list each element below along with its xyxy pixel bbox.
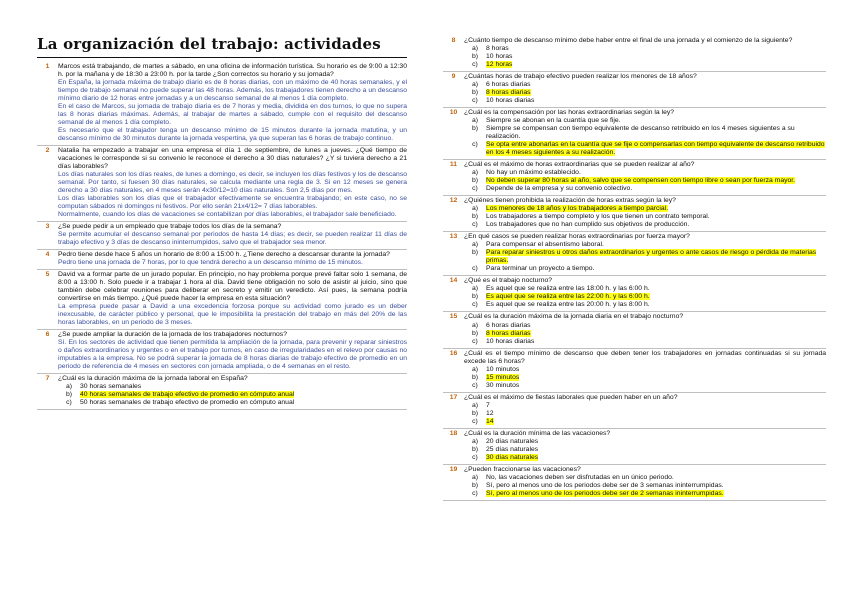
question-text: ¿Se puede ampliar la duración de la jornada de los trabajadores nocturnos? [58, 331, 287, 339]
answer-option [464, 177, 826, 185]
question-text: ¿Cuál es el máximo de horas extraordinarias que se pueden realizar al año? [464, 161, 695, 169]
question-body [464, 276, 826, 311]
answer-option [464, 482, 826, 490]
question-body [464, 160, 826, 195]
option-letter: b) [471, 481, 479, 489]
option-text [486, 338, 826, 346]
right-column [443, 36, 826, 501]
option-label: 8 horas diarias [486, 89, 531, 97]
question-number: 18 [449, 429, 458, 437]
option-text [80, 383, 407, 391]
option-letter: c) [472, 97, 478, 105]
option-label: 8 horas [486, 45, 509, 53]
option-letter: c) [472, 61, 478, 69]
option-letter: a) [471, 321, 479, 329]
option-text [486, 221, 826, 229]
option-label: Sí, pero al menos uno de los periodos debe ser de 3 semanas ininterrumpidas. [486, 481, 724, 489]
question-text: ¿Cuál es el máximo de fiestas laborales que pueden haber en un año? [464, 393, 678, 401]
option-text [486, 402, 826, 410]
option-label: Siempre se compensan con tiempo equivalente de descanso retribuido en los 4 meses siguientes a su realización. [486, 125, 795, 141]
correct-option-text [486, 418, 826, 426]
question-body [58, 146, 407, 221]
option-text [486, 241, 826, 249]
option-label: 10 minutos [486, 365, 520, 373]
option-label: 15 minutos [486, 373, 520, 381]
question-text: Natalia ha empezado a trabajar en una empresa el día 1 de septiembre, de lunes a jueves. ¿Qué tiempo de vacaciones le corresponde si su convenio le reconoce el derecho a 30 días naturales? ¿Y si tuviera derecho a 21 días laborables? [58, 146, 407, 170]
option-letter: a) [471, 437, 479, 445]
question-body [464, 429, 826, 464]
option-text [486, 410, 826, 418]
option-text [486, 97, 826, 105]
answer-option [464, 221, 826, 229]
answer-option [464, 97, 826, 105]
option-text [486, 301, 826, 309]
question-item [37, 62, 407, 146]
option-text [486, 213, 826, 221]
option-text [486, 45, 826, 53]
answer-paragraph: Pedro tiene una jornada de 7 horas, por lo que tendrá derecho a un descanso mínimo de 15 minutos. [58, 259, 363, 267]
option-label: 25 días naturales [486, 445, 539, 453]
answer-option [464, 366, 826, 374]
question-number: 15 [449, 313, 458, 321]
question-number: 1 [45, 62, 50, 70]
option-letter: c) [472, 141, 478, 149]
answer-paragraph: Sí. En los sectores de actividad que tienen permitida la ampliación de la jornada, para prevenir y reparar siniestros o daños extraordinarios y urgentes o en el trabajo por turnos, en caso de irregularidades en el relevo por causas no imputables a la empresa. No se podrá superar la jornada de 8 horas diarias de trabajo efectivo de promedio en un periodo de referencia de 4 meses en sectores con jornada ampliada, o de 4 semanas en el resto. [58, 339, 407, 371]
option-label: 7 [486, 401, 490, 409]
option-label: Los trabajadores a tiempo completo y los que tienen un contrato temporal. [486, 213, 710, 221]
answer-option [464, 438, 826, 446]
option-letter: b) [471, 445, 479, 453]
option-letter: b) [65, 391, 73, 399]
question-body [58, 374, 407, 409]
option-label: 20 días naturales [486, 437, 539, 445]
question-body [58, 222, 407, 249]
answer-paragraph: Normalmente, cuando los días de vacaciones se contabilizan por días laborables, el trabajador sale beneficiado. [58, 210, 397, 218]
option-text [486, 322, 826, 330]
option-letter: a) [471, 45, 479, 53]
option-label: Es aquel que se realiza entre las 20:00 h. y las 8:00 h. [486, 301, 650, 309]
option-letter: b) [471, 213, 479, 221]
answer-option [464, 410, 826, 418]
question-text: ¿Cuánto tiempo de descanso mínimo debe haber entre el final de una jornada y el comienzo de la siguiente? [464, 37, 793, 44]
answer-option [464, 301, 826, 309]
question-item [37, 222, 407, 250]
answer-paragraph: Los días laborables son los días que el trabajador efectivamente se encuentra trabajando; en este caso, no se computan sábados ni domingos ni festivos. Por ello serán 21x4/12= 7 días laborables. [58, 194, 407, 210]
answer-option [464, 169, 826, 177]
correct-option-text [486, 374, 826, 382]
answer-option [464, 213, 826, 221]
question-item [443, 312, 826, 348]
correct-option-text [80, 391, 407, 399]
option-text [486, 474, 826, 482]
option-label: Para terminar un proyecto a tiempo. [486, 265, 595, 273]
option-text [486, 117, 826, 125]
option-letter: c) [472, 337, 478, 345]
question-text: Marcos está trabajando, de martes a sábado, en una oficina de información turística. Su horario es de 9:00 a 12:30 h. por la mañana y de 18:30 a 23:00 h. por la tarde ¿Son correctos su horario y su jornada? [58, 62, 407, 78]
question-number: 12 [449, 197, 458, 205]
option-letter: b) [471, 53, 479, 61]
option-text [486, 482, 826, 490]
option-label: Depende de la empresa y su convenio colectivo. [486, 185, 633, 193]
question-body [464, 465, 826, 500]
question-text: ¿Se puede pedir a un empleado que trabaje todos los días de la semana? [58, 222, 282, 230]
option-letter: b) [471, 293, 479, 301]
question-text: ¿Quiénes tienen prohibida la realización de horas extras según la ley? [464, 197, 676, 205]
question-body [58, 250, 407, 269]
option-letter: b) [471, 125, 479, 133]
question-item [443, 393, 826, 429]
question-text: ¿Cuál es la duración máxima de la jornada diaria en el trabajo nocturno? [464, 313, 684, 321]
option-letter: c) [472, 453, 478, 461]
answer-option [464, 141, 826, 157]
question-number: 9 [451, 73, 456, 81]
answer-option [464, 490, 826, 498]
question-number: 11 [449, 161, 458, 169]
option-text [486, 382, 826, 390]
correct-option-text [486, 177, 826, 185]
option-label: 12 horas [486, 61, 513, 69]
question-item [443, 36, 826, 72]
answer-option [464, 374, 826, 382]
option-text [486, 285, 826, 293]
question-number: 17 [449, 393, 458, 401]
question-body [464, 232, 826, 275]
answer-paragraph: Es necesario que el trabajador tenga un descanso mínimo de 15 minutos durante la jornada matutina, y un descanso mínimo de 30 minutos durante la jornada vespertina, ya que superan las 6 horas de trabajo continuo. [58, 126, 407, 142]
question-number: 8 [451, 37, 456, 44]
left-question-list [37, 62, 407, 411]
option-label: Es aquel que se realiza entre las 22:00 h. y las 6:00 h. [486, 293, 650, 301]
option-text [486, 185, 826, 193]
question-number: 10 [449, 109, 458, 117]
correct-option-text [486, 293, 826, 301]
correct-option-text [486, 454, 826, 462]
option-letter: b) [471, 177, 479, 185]
option-letter: a) [471, 241, 479, 249]
question-text: ¿Cuál es el tiempo mínimo de descanso que deben tener los trabajadores en jornadas continuadas si su jornada excede las 6 horas? [464, 349, 826, 365]
answer-option [58, 383, 407, 391]
option-letter: c) [472, 301, 478, 309]
answer-option [464, 322, 826, 330]
answer-option [464, 338, 826, 346]
option-label: Para compensar el absentismo laboral. [486, 241, 604, 249]
question-number: 5 [45, 271, 50, 279]
option-letter: a) [471, 117, 479, 125]
option-label: 8 horas diarias [486, 329, 531, 337]
question-body [58, 62, 407, 145]
option-label: Sí, pero al menos uno de los periodos debe ser de 2 semanas ininterrumpidas. [486, 489, 724, 497]
option-letter: a) [471, 473, 479, 481]
correct-option-text [486, 249, 826, 265]
question-item [37, 330, 407, 374]
question-body [58, 330, 407, 373]
option-text [486, 265, 826, 273]
option-letter: a) [471, 81, 479, 89]
question-text: David va a formar parte de un jurado popular. En principio, no hay problema porque prevé faltar solo 1 semana, de 8:00 a 13:00 h. Solo puede ir a trabajar 1 hora al día. David tiene obligación no solo de asistir al juicio, sino que también debe celebrar reuniones para deliberar en secreto y emitir un veredicto. Así pues, la semana podría convertirse en más tiempo. ¿Qué puede hacer la empresa en esta situación? [58, 271, 407, 303]
answer-paragraph: Los días naturales son los días reales, de lunes a domingo, es decir, se incluyen los días festivos y los de descanso semanal. Por tanto, si fuesen 30 días naturales, se calcula mediante una regla de 3. Si en 12 meses se genera derecho a 30 días naturales, en 4 meses serán 4x30/12=10 días naturales. Son 2,5 días por mes. [58, 170, 407, 194]
question-item [443, 232, 826, 276]
option-text [486, 169, 826, 177]
question-text: ¿Cuál es la compensación por las horas extraordinarias según la ley? [464, 109, 675, 117]
option-label: 12 [486, 409, 494, 417]
option-text [486, 446, 826, 454]
answer-option [464, 125, 826, 141]
answer-option [464, 117, 826, 125]
option-label: 6 horas diarias [486, 81, 531, 89]
question-number: 7 [45, 375, 50, 383]
option-letter: c) [472, 265, 478, 273]
correct-option-text [486, 141, 826, 157]
option-letter: a) [471, 401, 479, 409]
option-letter: c) [472, 221, 478, 229]
option-label: No deben superar 80 horas al año, salvo que se compensen con tiempo libre o sean por fuerza mayor. [486, 177, 796, 185]
option-label: Los trabajadores que no han cumplido sus objetivos de producción. [486, 221, 690, 229]
correct-option-text [486, 89, 826, 97]
question-text: ¿En qué casos se pueden realizar horas extraordinarias por fuerza mayor? [464, 233, 690, 241]
answer-option [464, 249, 826, 265]
question-body [464, 196, 826, 231]
answer-option [464, 89, 826, 97]
answer-option [464, 418, 826, 426]
option-label: Se opta entre abonarlas en la cuantía que se fije o compensarlas con tiempo equivalente de descanso retribuido en los 4 meses siguientes a su realización. [486, 141, 825, 157]
option-label: 30 días naturales [486, 453, 539, 461]
question-number: 3 [45, 222, 50, 230]
question-body [464, 349, 826, 392]
option-text [486, 81, 826, 89]
option-label: No, las vacaciones deben ser disfrutadas en un único periodo. [486, 473, 674, 481]
correct-option-text [486, 490, 826, 498]
answer-option [58, 391, 407, 399]
answer-paragraph: En España, la jornada máxima de trabajo diario es de 8 horas diarias, con un máximo de 40 horas semanales, y el tiempo de trabajo semanal no puede superar las 48 horas. Además, los trabajadores tienen derecho a un descanso mínimo diario de 12 horas entre jornadas y a un descanso semanal de al menos 1 día completo. [58, 78, 407, 102]
option-label: Siempre se abonan en la cuantía que se fije. [486, 117, 621, 125]
answer-option [464, 61, 826, 69]
option-letter: a) [471, 285, 479, 293]
answer-option [464, 402, 826, 410]
answer-option [464, 265, 826, 273]
question-number: 14 [449, 277, 458, 285]
option-letter: a) [65, 383, 73, 391]
question-item [443, 276, 826, 312]
question-number: 2 [45, 146, 50, 154]
question-item [443, 429, 826, 465]
option-letter: c) [472, 489, 478, 497]
question-text: ¿Cuál es la duración máxima de la jornada laboral en España? [58, 375, 248, 383]
option-label: 10 horas [486, 53, 513, 61]
option-label: 50 horas semanales de trabajo efectivo de promedio en cómputo anual [80, 399, 295, 407]
question-body [464, 312, 826, 347]
option-label: 40 horas semanales de trabajo efectivo de promedio en cómputo anual [80, 391, 295, 399]
question-item [443, 465, 826, 501]
answer-paragraph: Se permite acumular el descanso semanal por periodos de hasta 14 días; es decir, se pueden realizar 11 días de trabajo efectivo y 3 días de descanso ininterrumpidos, salvo que el trabajador sea menor. [58, 231, 407, 247]
option-label: 10 horas diarias [486, 97, 535, 105]
option-letter: c) [66, 399, 72, 407]
answer-option [464, 330, 826, 338]
question-number: 4 [45, 251, 50, 259]
option-letter: b) [471, 373, 479, 381]
question-body [58, 270, 407, 329]
question-body [464, 36, 826, 71]
option-text [486, 53, 826, 61]
answer-option [464, 293, 826, 301]
question-text: ¿Pueden fraccionarse las vacaciones? [464, 465, 581, 473]
option-label: Es aquel que se realiza entre las 18:00 h. y las 6:00 h. [486, 285, 650, 293]
option-label: 30 horas semanales [80, 383, 142, 391]
option-letter: b) [471, 89, 479, 97]
option-label: Los menores de 18 años y los trabajadores a tiempo parcial. [486, 205, 669, 213]
answer-option [464, 474, 826, 482]
option-label: 30 minutos [486, 381, 520, 389]
question-number: 13 [449, 233, 458, 241]
question-text: ¿Cuál es la duración mínima de las vacaciones? [464, 429, 611, 437]
option-letter: a) [471, 365, 479, 373]
answer-option [464, 382, 826, 390]
question-text: ¿Cuántas horas de trabajo efectivo pueden realizar los menores de 18 años? [464, 73, 697, 81]
question-number: 19 [449, 465, 458, 473]
question-item [37, 146, 407, 222]
right-question-list [443, 36, 826, 501]
option-letter: a) [471, 205, 479, 213]
answer-option [464, 205, 826, 213]
left-column [37, 36, 407, 410]
answer-option [464, 285, 826, 293]
correct-option-text [486, 61, 826, 69]
question-item [37, 250, 407, 270]
option-letter: b) [471, 329, 479, 337]
correct-option-text [486, 205, 826, 213]
option-label: No hay un máximo establecido. [486, 169, 581, 177]
option-letter: c) [472, 185, 478, 193]
question-item [443, 72, 826, 108]
page-title: La organización del trabajo: actividades [37, 36, 407, 58]
option-letter: a) [471, 169, 479, 177]
answer-option [464, 53, 826, 61]
option-label: 14 [486, 417, 494, 425]
answer-paragraph: La empresa puede pasar a David a una excedencia forzosa porque su actividad como jurado es un deber inexcusable, de carácter público y personal, que le imposibilita la prestación del trabajo en más del 20% de las horas laborables, en un periodo de 3 meses. [58, 303, 407, 327]
question-item [37, 270, 407, 330]
answer-option [464, 454, 826, 462]
question-item [443, 160, 826, 196]
question-text: ¿Qué es el trabajo nocturno? [464, 277, 553, 285]
option-text [486, 125, 826, 141]
option-text [486, 366, 826, 374]
question-item [443, 108, 826, 160]
question-body [464, 393, 826, 428]
option-label: 10 horas diarias [486, 337, 535, 345]
question-number: 16 [449, 349, 458, 357]
answer-option [464, 446, 826, 454]
option-letter: c) [472, 381, 478, 389]
option-label: 6 horas diarias [486, 321, 531, 329]
answer-option [464, 241, 826, 249]
answer-paragraph: En el caso de Marcos, su jornada de trabajo diaria es de 7 horas y media, dividida en dos turnos, lo que no supera las 8 horas diarias máximas. Además, al trabajar de martes a sábado, cumple con el requisito del descanso semanal de al menos 1 día completo. [58, 102, 407, 126]
option-letter: b) [471, 249, 479, 257]
question-item [443, 349, 826, 393]
option-text [486, 438, 826, 446]
option-text [80, 399, 407, 407]
answer-option [58, 399, 407, 407]
question-body [464, 108, 826, 159]
question-item [443, 196, 826, 232]
option-letter: b) [471, 409, 479, 417]
question-text: Pedro tiene desde hace 5 años un horario de 8:00 a 15:00 h. ¿Tiene derecho a descansar durante la jornada? [58, 251, 390, 259]
question-number: 6 [45, 331, 50, 339]
question-item [37, 374, 407, 410]
option-label: Para reparar siniestros u otros daños extraordinarios y urgentes o ante casos de riesgo o pérdida de materias primas. [486, 249, 817, 265]
correct-option-text [486, 330, 826, 338]
answer-option [464, 45, 826, 53]
answer-option [464, 81, 826, 89]
answer-option [464, 185, 826, 193]
question-body [464, 72, 826, 107]
option-letter: c) [472, 417, 478, 425]
